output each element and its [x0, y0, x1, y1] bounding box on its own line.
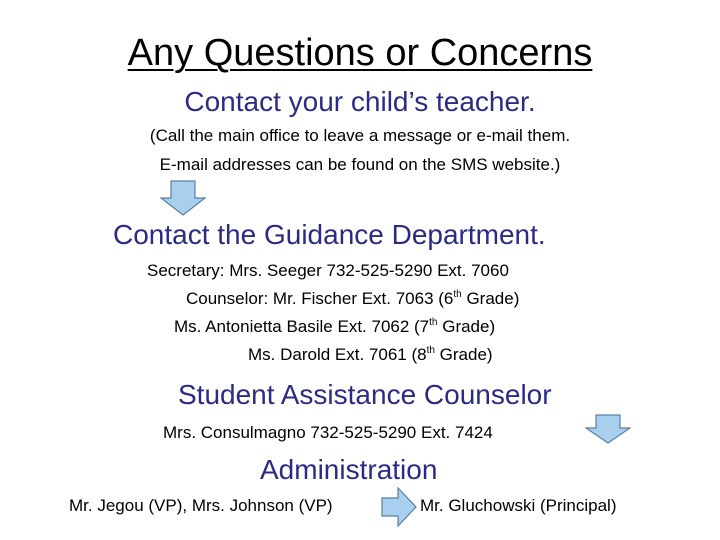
admin-principal: Mr. Gluchowski (Principal)	[420, 496, 617, 515]
guidance-counselor-6th: Counselor: Mr. Fischer Ext. 7063 (6th Grade)	[186, 289, 520, 308]
teacher-heading: Contact your child’s teacher.	[184, 86, 536, 117]
admin-heading: Administration	[260, 454, 438, 485]
guidance-counselor-8th: Ms. Darold Ext. 7061 (8th Grade)	[248, 345, 493, 364]
guidance-secretary: Secretary: Mrs. Seeger 732-525-5290 Ext. 7060	[147, 261, 509, 280]
down-arrow-icon	[585, 414, 631, 444]
admin-vice-principals: Mr. Jegou (VP), Mrs. Johnson (VP)	[69, 496, 333, 515]
page-title: Any Questions or Concerns	[127, 32, 593, 74]
guidance-counselor-7th: Ms. Antonietta Basile Ext. 7062 (7th Grade)	[174, 317, 496, 336]
teacher-line-2: E-mail addresses can be found on the SMS website.)	[159, 155, 561, 174]
guidance-heading: Contact the Guidance Department.	[113, 219, 546, 250]
right-arrow-icon	[381, 487, 417, 527]
sac-heading: Student Assistance Counselor	[178, 379, 552, 410]
teacher-line-1: (Call the main office to leave a message or e-mail them.	[149, 126, 571, 145]
down-arrow-icon	[160, 180, 206, 216]
sac-contact: Mrs. Consulmagno 732-525-5290 Ext. 7424	[163, 423, 493, 442]
